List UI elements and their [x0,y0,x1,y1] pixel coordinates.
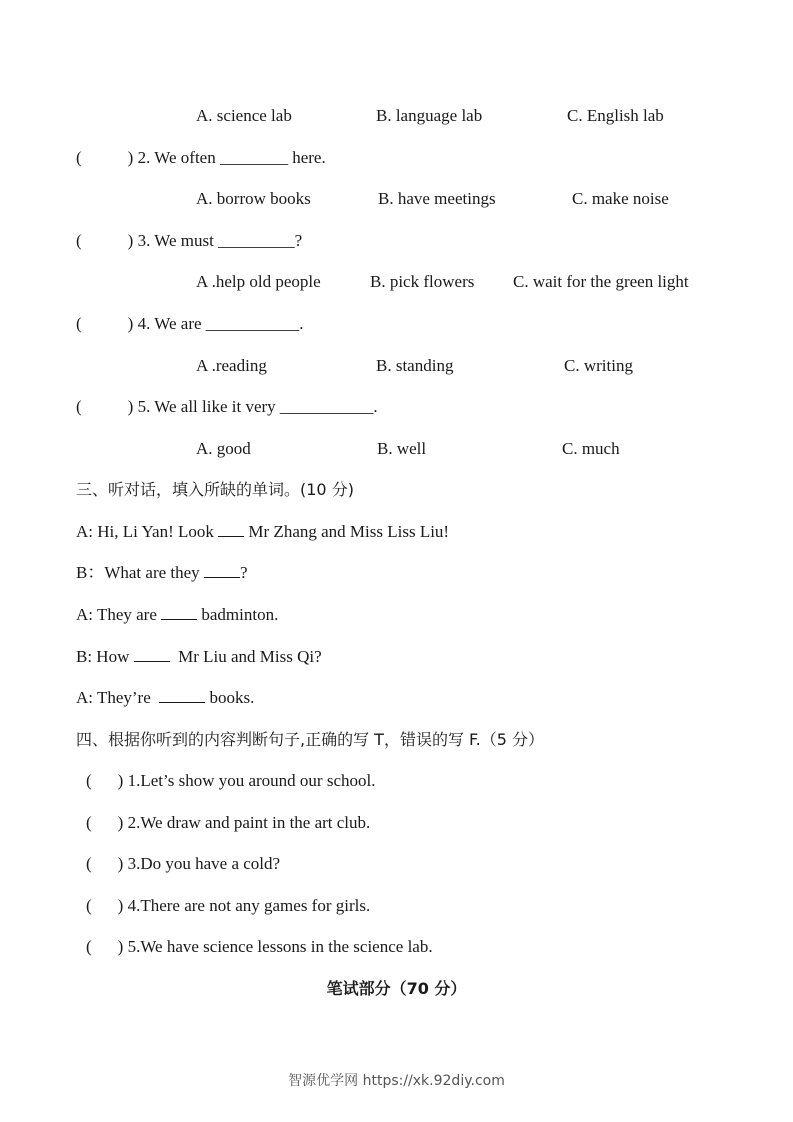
judgement-item-2 [86,813,370,833]
judgement-text: 1.Let’s show you around our school. [127,771,376,790]
q4-option-a: A .reading [196,356,267,375]
section-4-heading: 四、根据你听到的内容判断句子,正确的写 T，错误的写 F.（5 分） [76,730,545,749]
question-stem: We all like it very [154,397,276,416]
answer-paren-open: ( [86,896,92,915]
dialogue-text-end: ? [239,563,248,582]
q2-option-c: C. make noise [572,189,669,208]
dialogue-text: B：What are they [76,563,200,582]
dialogue-text-end: Mr Liu and Miss Qi? [178,647,322,666]
judgement-item-5 [86,937,433,957]
footer-watermark: 智源优学网 https://xk.92diy.com [288,1073,505,1089]
question-4 [76,314,304,334]
question-number: 2. [137,148,151,167]
question-stem: We must [154,231,214,250]
q3-option-a: A .help old people [196,272,321,291]
dialogue-line-4 [76,647,322,667]
judgement-item-1 [86,771,375,791]
q2-option-a: A. borrow books [196,189,311,208]
judgement-text: 4.There are not any games for girls. [127,896,371,915]
answer-blank: _________ [218,231,295,250]
question-2 [76,148,326,168]
question-number: 4. [137,314,151,333]
q1-option-b: B. language lab [376,106,483,125]
fill-blank [161,605,197,620]
answer-paren-open: ( [76,314,82,333]
q2-option-b: B. have meetings [378,189,496,208]
answer-paren-close: ) [127,397,134,416]
dialogue-line-3 [76,605,278,625]
question-stem-end: ? [294,231,303,250]
answer-paren-open: ( [76,148,82,167]
answer-blank: ___________ [205,314,300,333]
q5-option-b: B. well [377,439,427,458]
question-number: 5. [137,397,151,416]
dialogue-text-end: badminton. [201,605,279,624]
dialogue-text: B: How [76,647,130,666]
answer-paren-close: ) [117,813,124,832]
answer-paren-close: ) [117,771,124,790]
answer-paren-open: ( [86,937,92,956]
fill-blank [159,688,205,703]
dialogue-text-end: books. [209,688,255,707]
question-5 [76,397,378,417]
q4-option-c: C. writing [564,356,633,375]
answer-paren-open: ( [86,771,92,790]
dialogue-text: A: They are [76,605,157,624]
judgement-text: 3.Do you have a cold? [127,854,281,873]
q5-option-a: A. good [196,439,251,458]
q5-option-c: C. much [562,439,620,458]
question-3 [76,231,302,251]
answer-blank: ___________ [279,397,374,416]
question-stem: We are [154,314,202,333]
dialogue-line-1 [76,522,449,542]
answer-paren-close: ) [117,854,124,873]
q3-option-b: B. pick flowers [370,272,475,291]
answer-paren-close: ) [127,148,134,167]
question-stem: We often [154,148,216,167]
fill-blank [134,647,170,662]
judgement-text: 2.We draw and paint in the art club. [127,813,371,832]
answer-paren-close: ) [127,231,134,250]
judgement-item-4 [86,896,370,916]
fill-blank [204,563,240,578]
answer-paren-open: ( [86,813,92,832]
question-stem-end: here. [292,148,326,167]
judgement-text: 5.We have science lessons in the science lab. [127,937,433,956]
fill-blank [218,522,244,537]
dialogue-line-5 [76,688,254,708]
judgement-item-3 [86,854,280,874]
dialogue-line-2 [76,563,247,583]
dialogue-text-end: Mr Zhang and Miss Liss Liu! [248,522,450,541]
answer-paren-close: ) [117,937,124,956]
q4-option-b: B. standing [376,356,454,375]
q3-option-c: C. wait for the green light [513,272,689,291]
dialogue-text: A: They’re [76,688,151,707]
answer-paren-open: ( [86,854,92,873]
question-stem-end: . [299,314,304,333]
answer-paren-close: ) [127,314,134,333]
answer-paren-open: ( [76,231,82,250]
q1-option-a: A. science lab [196,106,292,125]
question-number: 3. [137,231,151,250]
answer-paren-open: ( [76,397,82,416]
answer-blank: ________ [219,148,288,167]
written-part-title: 笔试部分（70 分） [326,979,467,998]
dialogue-text: A: Hi, Li Yan! Look [76,522,214,541]
section-3-heading: 三、听对话，填入所缺的单词。(10 分) [76,480,354,499]
answer-paren-close: ) [117,896,124,915]
question-stem-end: . [373,397,378,416]
q1-option-c: C. English lab [567,106,664,125]
